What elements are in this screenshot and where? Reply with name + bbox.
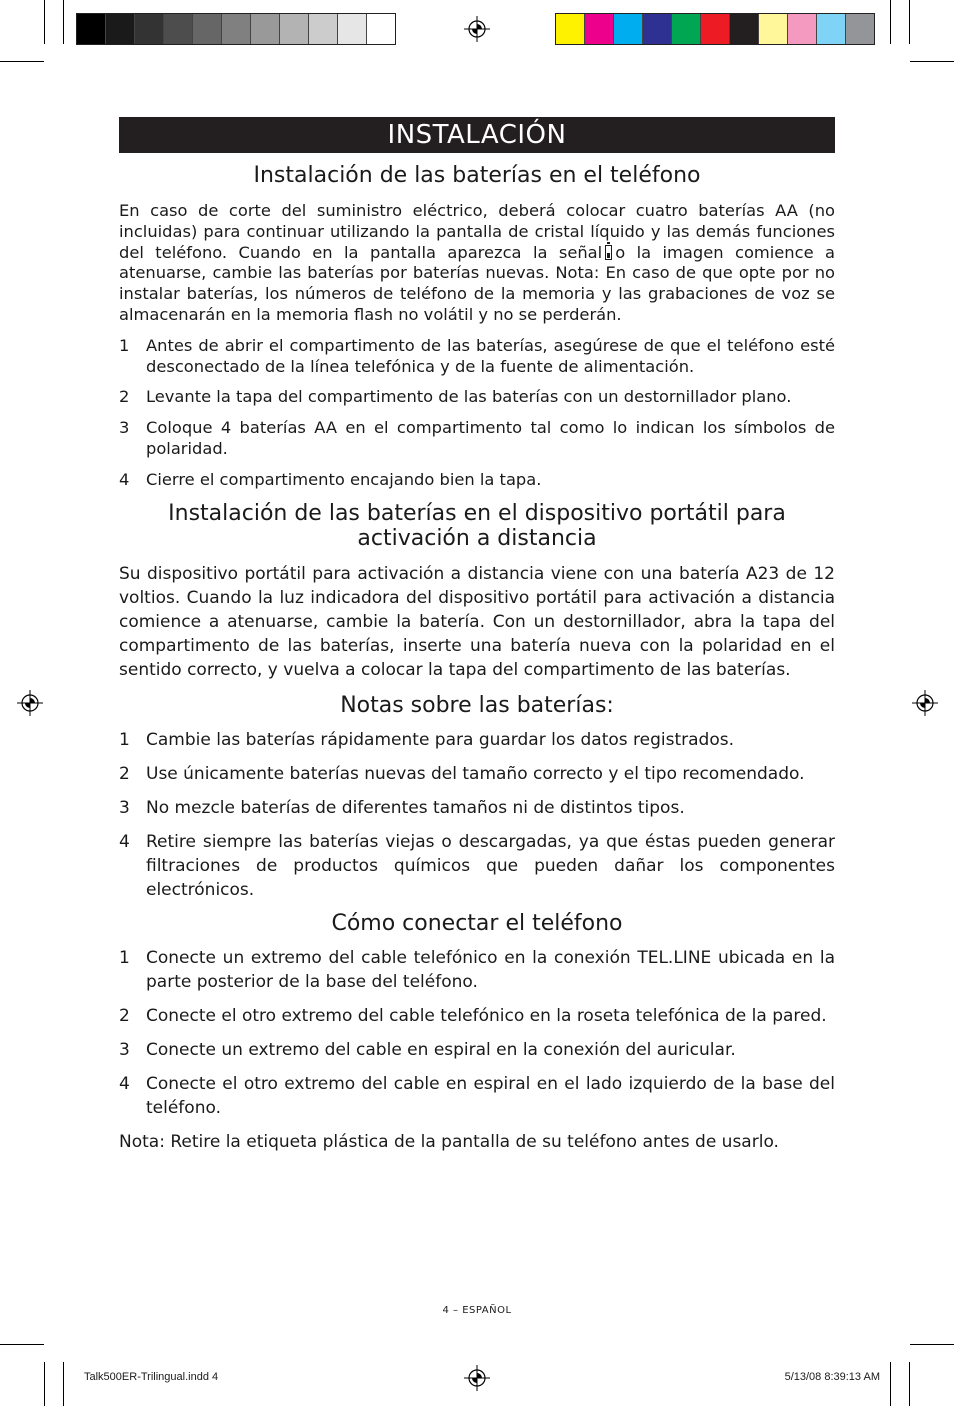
registration-mark-icon: [464, 16, 490, 42]
phone-battery-steps: [119, 336, 835, 491]
color-swatch: [106, 14, 135, 44]
list-item: [119, 336, 835, 378]
color-swatch: [193, 14, 222, 44]
remote-batteries-body: Su dispositivo portátil para activación a distancia viene con una batería A23 de 12 voltios. Cuando la luz indicadora del dispositivo portátil para activación a distancia comience a atenuarse, cambie la batería. Con un destornillador, abra la tapa del compartimento de las baterías, inserte una batería nueva con la polaridad en el sentido correcto, y vuelva a colocar la tapa del compartimento de las baterías.: [119, 563, 835, 680]
registration-mark-icon: [17, 690, 43, 716]
list-item: [119, 830, 835, 902]
list-item-text: Use únicamente baterías nuevas del tamaño correcto y el tipo recomendado.: [146, 763, 805, 784]
list-item-text: Cambie las baterías rápidamente para guardar los datos registrados.: [146, 729, 734, 750]
list-item: [119, 1004, 835, 1028]
list-item-text: Cierre el compartimento encajando bien la tapa.: [146, 469, 542, 489]
list-item: [119, 1038, 835, 1062]
page-title-banner: INSTALACIÓN: [119, 117, 835, 153]
page-number: 4 – ESPAÑOL: [442, 1305, 512, 1316]
crop-mark: [890, 1362, 891, 1406]
list-item-text: Conecte un extremo del cable telefónico en la conexión TEL.LINE ubicada en la parte posterior de la base del teléfono.: [146, 947, 835, 992]
list-item-text: Conecte un extremo del cable en espiral en la conexión del auricular.: [146, 1039, 736, 1060]
slug-timestamp: 5/13/08 8:39:13 AM: [784, 1371, 880, 1383]
list-item-number: 3: [119, 797, 130, 818]
crop-mark: [44, 0, 45, 44]
crop-mark: [63, 0, 64, 44]
list-item-number: 4: [119, 831, 130, 852]
battery-low-icon: [605, 245, 612, 260]
color-swatch: [280, 14, 309, 44]
phone-batteries-intro: En caso de corte del suministro eléctrico, deberá colocar cuatro baterías AA (no incluidas) para continuar utilizando la pantalla de cristal líquido y las demás funciones del teléfono. Cuando en la pantalla aparezca la señal o la imagen comience a atenuarse, cambie las baterías por baterías nuevas. Nota: En caso de que opte por no instalar baterías, los números de teléfono de la memoria y las grabaciones de voz se almacenarán en la memoria flash no volátil y no se perderán.: [119, 201, 835, 324]
color-swatch: [367, 14, 395, 44]
list-item-text: No mezcle baterías de diferentes tamaños ni de distintos tipos.: [146, 797, 685, 818]
section-heading-phone-batteries: Instalación de las baterías en el teléfono: [253, 163, 701, 188]
crop-mark: [890, 0, 891, 44]
list-item-text: Antes de abrir el compartimento de las baterías, asegúrese de que el teléfono esté desconectado de la línea telefónica y de la fuente de alimentación.: [146, 335, 835, 376]
crop-mark: [63, 1362, 64, 1406]
list-item: [119, 946, 835, 994]
list-item-text: Conecte el otro extremo del cable en espiral en el lado izquierdo de la base del teléfono.: [146, 1073, 835, 1118]
list-item-number: 1: [119, 335, 130, 355]
page-content: [119, 117, 835, 1154]
color-swatch: [164, 14, 193, 44]
crop-mark: [910, 61, 954, 62]
process-color-bar: [555, 13, 875, 45]
list-item: [119, 470, 835, 491]
color-swatch: [556, 14, 585, 44]
crop-mark: [0, 1344, 44, 1345]
list-item-number: 4: [119, 469, 130, 489]
color-swatch: [788, 14, 817, 44]
section-heading-connect-phone: Cómo conectar el teléfono: [331, 910, 623, 936]
color-swatch: [759, 14, 788, 44]
crop-mark: [44, 1362, 45, 1406]
color-swatch: [309, 14, 338, 44]
list-item-number: 1: [119, 947, 130, 968]
slug-filename: Talk500ER-Trilingual.indd 4: [84, 1371, 219, 1383]
list-item-number: 2: [119, 387, 130, 407]
list-item-text: Retire siempre las baterías viejas o descargadas, ya que éstas pueden generar filtraciones de productos químicos que pueden dañar los componentes electrónicos.: [146, 831, 835, 900]
connect-phone-steps: [119, 946, 835, 1120]
color-swatch: [77, 14, 106, 44]
connect-note: Nota: Retire la etiqueta plástica de la pantalla de su teléfono antes de usarlo.: [119, 1131, 779, 1152]
color-swatch: [585, 14, 614, 44]
color-swatch: [672, 14, 701, 44]
list-item: [119, 728, 835, 752]
color-swatch: [730, 14, 759, 44]
list-item-number: 2: [119, 1005, 130, 1026]
list-item-text: Coloque 4 baterías AA en el compartimento tal como lo indican los símbolos de polaridad.: [146, 418, 835, 458]
list-item: [119, 418, 835, 460]
color-swatch: [338, 14, 367, 44]
list-item-text: Levante la tapa del compartimento de las baterías con un destornillador plano.: [146, 387, 792, 407]
color-swatch: [222, 14, 251, 44]
color-swatch: [701, 14, 730, 44]
crop-mark: [909, 1362, 910, 1406]
crop-mark: [910, 1344, 954, 1345]
color-swatch: [135, 14, 164, 44]
list-item-number: 3: [119, 1039, 130, 1060]
color-swatch: [251, 14, 280, 44]
list-item-number: 3: [119, 418, 130, 438]
registration-mark-icon: [464, 1365, 490, 1391]
list-item-number: 1: [119, 729, 130, 750]
crop-mark: [909, 0, 910, 44]
list-item-number: 4: [119, 1073, 130, 1094]
color-swatch: [614, 14, 643, 44]
list-item: [119, 1072, 835, 1120]
list-item: [119, 762, 835, 786]
list-item-text: Conecte el otro extremo del cable telefónico en la roseta telefónica de la pared.: [146, 1005, 827, 1026]
color-swatch: [817, 14, 846, 44]
section-heading-remote-batteries: Instalación de las baterías en el dispositivo portátil para activación a distancia: [168, 500, 786, 551]
list-item-number: 2: [119, 763, 130, 784]
registration-mark-icon: [912, 690, 938, 716]
crop-mark: [0, 61, 44, 62]
color-swatch: [846, 14, 874, 44]
section-heading-battery-notes: Notas sobre las baterías:: [340, 692, 614, 718]
grayscale-color-bar: [76, 13, 396, 45]
list-item: [119, 387, 835, 408]
color-swatch: [643, 14, 672, 44]
battery-notes-list: [119, 728, 835, 902]
list-item: [119, 796, 835, 820]
